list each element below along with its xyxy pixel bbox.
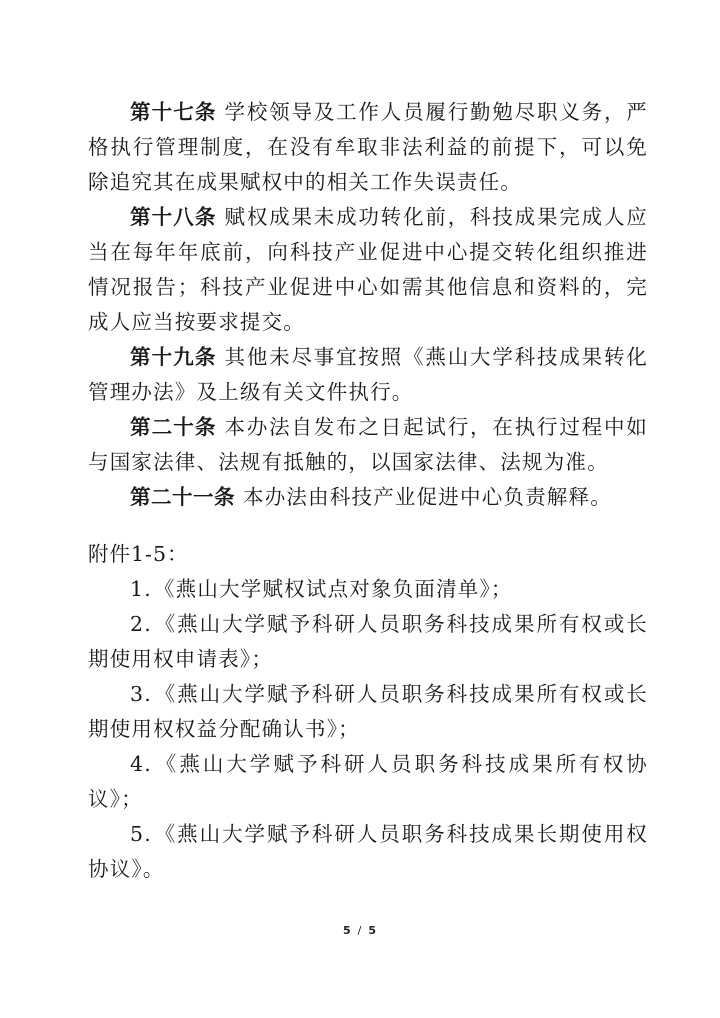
article-number: 第二十一条 xyxy=(130,485,235,509)
attachments-section xyxy=(88,537,648,887)
attachment-item xyxy=(88,677,648,747)
article-19 xyxy=(88,340,648,410)
article-21 xyxy=(88,480,648,515)
attachments-heading: 附件1-5： xyxy=(88,542,189,566)
article-text: 学校领导及工作人员履行勤勉尽职义务，严格执行管理制度，在没有牟取非法利益的前提下，可以免除追究其在成果赋权中的相关工作失误责任。 xyxy=(88,100,648,194)
article-number: 第十七条 xyxy=(130,100,217,124)
attachment-item xyxy=(88,817,648,887)
article-18 xyxy=(88,200,648,340)
article-text: 本办法自发布之日起试行，在执行过程中如与国家法律、法规有抵触的，以国家法律、法规为准。 xyxy=(88,415,648,474)
article-text: 其他未尽事宜按照《燕山大学科技成果转化管理办法》及上级有关文件执行。 xyxy=(88,345,648,404)
page-separator: / xyxy=(357,924,363,937)
attachment-title: 《燕山大学赋予科研人员职务科技成果长期使用权协议》。 xyxy=(88,822,648,881)
article-number: 第二十条 xyxy=(130,415,217,439)
attachment-item xyxy=(88,572,648,607)
article-text: 赋权成果未成功转化前，科技成果完成人应当在每年年底前，向科技产业促进中心提交转化组织推进情况报告；科技产业促进中心如需其他信息和资料的，完成人应当按要求提交。 xyxy=(88,205,648,334)
attachment-number: 2. xyxy=(130,612,152,636)
attachment-item xyxy=(88,747,648,817)
attachment-title: 《燕山大学赋予科研人员职务科技成果所有权协议》； xyxy=(88,752,648,811)
attachment-title: 《燕山大学赋权试点对象负面清单》； xyxy=(153,577,513,601)
attachment-number: 1. xyxy=(130,577,152,601)
article-20 xyxy=(88,410,648,480)
article-17 xyxy=(88,95,648,200)
attachment-item xyxy=(88,607,648,677)
current-page-number: 5 xyxy=(342,924,352,937)
total-page-number: 5 xyxy=(368,924,378,937)
article-number: 第十九条 xyxy=(130,345,217,369)
attachment-title: 《燕山大学赋予科研人员职务科技成果所有权或长期使用权申请表》； xyxy=(88,612,648,671)
page-number-footer xyxy=(0,924,720,937)
attachment-number: 3. xyxy=(130,682,152,706)
article-number: 第十八条 xyxy=(130,205,217,229)
attachment-number: 5. xyxy=(130,822,152,846)
attachment-number: 4. xyxy=(130,752,152,776)
article-text: 本办法由科技产业促进中心负责解释。 xyxy=(243,485,612,509)
articles-section xyxy=(88,95,648,515)
attachment-title: 《燕山大学赋予科研人员职务科技成果所有权或长期使用权权益分配确认书》； xyxy=(88,682,648,741)
